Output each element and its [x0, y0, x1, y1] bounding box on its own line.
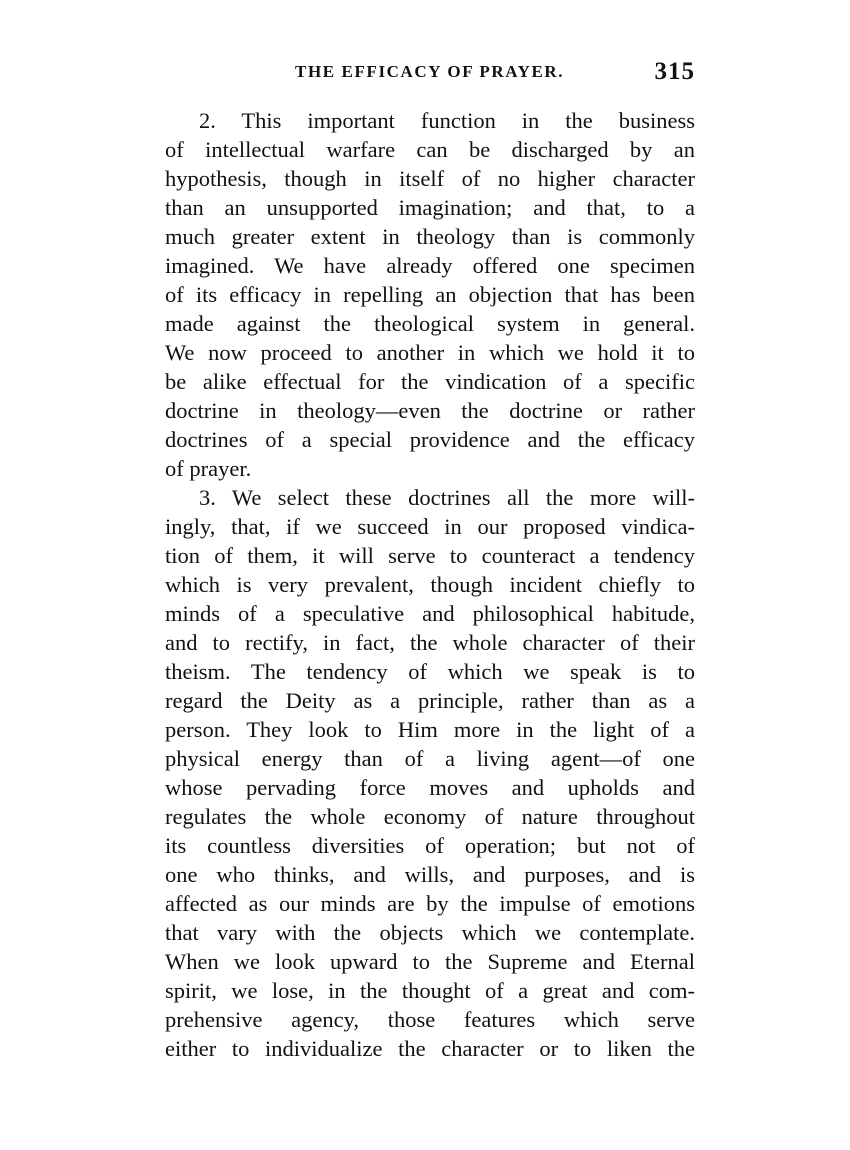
text-line: physical energy than of a living agent—of one — [165, 746, 695, 771]
text-line: When we look upward to the Supreme and Eternal — [165, 949, 695, 974]
text-line: which is very prevalent, though incident chiefly to — [165, 572, 695, 597]
text-line: doctrines of a special providence and the efficacy — [165, 427, 695, 452]
text-line: much greater extent in theology than is commonly — [165, 224, 695, 249]
text-line: be alike effectual for the vindication of a specific — [165, 369, 695, 394]
text-line: and to rectify, in fact, the whole character of their — [165, 630, 695, 655]
text-line: ingly, that, if we succeed in our proposed vindica- — [165, 514, 695, 539]
text-line: hypothesis, though in itself of no higher character — [165, 166, 695, 191]
body-text — [165, 106, 695, 1063]
text-line: We now proceed to another in which we hold it to — [165, 340, 695, 365]
running-head — [165, 58, 695, 92]
running-title: THE EFFICACY OF PRAYER. — [295, 62, 565, 81]
text-line: than an unsupported imagination; and that, to a — [165, 195, 695, 220]
page-number: 315 — [654, 58, 695, 85]
text-line: made against the theological system in general. — [165, 311, 695, 336]
text-line: tion of them, it will serve to counteract a tendency — [165, 543, 695, 568]
text-line: its countless diversities of operation; but not of — [165, 833, 695, 858]
text-line: person. They look to Him more in the light of a — [165, 717, 695, 742]
text-line: imagined. We have already offered one specimen — [165, 253, 695, 278]
text-line: of its efficacy in repelling an objection that has been — [165, 282, 695, 307]
text-line: doctrine in theology—even the doctrine or rather — [165, 398, 695, 423]
paragraph-3 — [165, 483, 695, 1063]
text-line: whose pervading force moves and upholds and — [165, 775, 695, 800]
text-line: regard the Deity as a principle, rather than as a — [165, 688, 695, 713]
text-line: either to individualize the character or to liken the — [165, 1036, 695, 1061]
text-line: 2. This important function in the business — [199, 108, 695, 133]
text-line: theism. The tendency of which we speak is to — [165, 659, 695, 684]
paragraph-2 — [165, 106, 695, 483]
text-line: regulates the whole economy of nature throughout — [165, 804, 695, 829]
text-line: affected as our minds are by the impulse of emotions — [165, 891, 695, 916]
text-line: prehensive agency, those features which serve — [165, 1007, 695, 1032]
text-line: that vary with the objects which we contemplate. — [165, 920, 695, 945]
text-line: of prayer. — [165, 456, 252, 481]
text-line: 3. We select these doctrines all the more will- — [199, 485, 695, 510]
text-line: spirit, we lose, in the thought of a great and com- — [165, 978, 695, 1003]
text-line: one who thinks, and wills, and purposes, and is — [165, 862, 695, 887]
text-line: of intellectual warfare can be discharged by an — [165, 137, 695, 162]
text-line: minds of a speculative and philosophical habitude, — [165, 601, 695, 626]
